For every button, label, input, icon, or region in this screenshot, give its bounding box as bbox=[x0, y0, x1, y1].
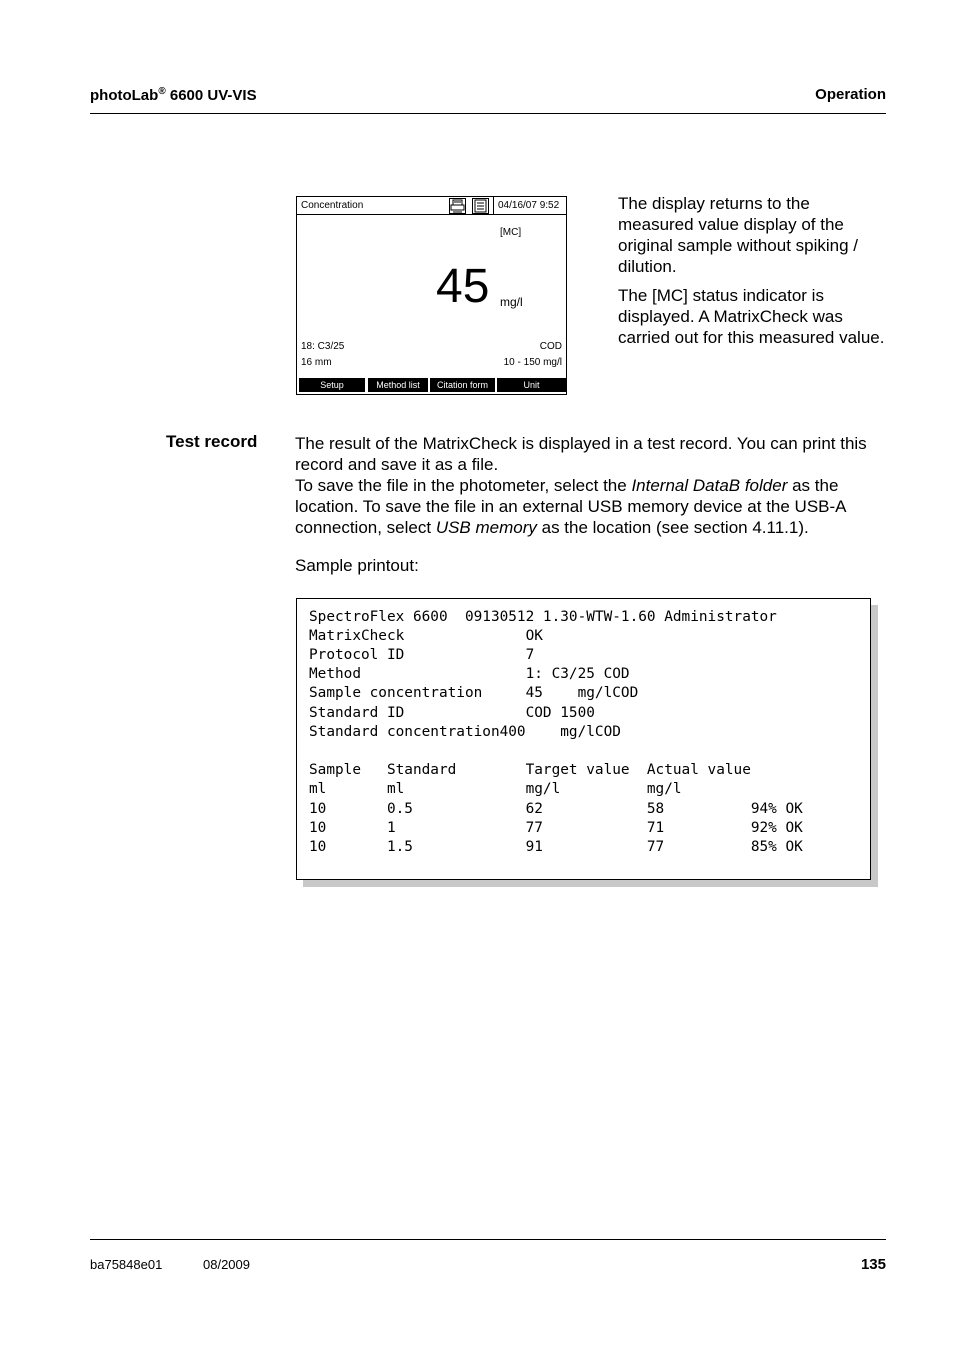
printout-line: ml ml mg/l mg/l bbox=[309, 781, 682, 797]
display-status-bar bbox=[297, 197, 566, 215]
body-text-run: as the location (see section 4.11.1). bbox=[536, 518, 809, 537]
softkey-unit[interactable]: Unit bbox=[497, 378, 566, 392]
printout-line: Standard ID COD 1500 bbox=[309, 705, 595, 721]
cuvette-label: 16 mm bbox=[301, 357, 332, 368]
section-heading: Test record bbox=[166, 432, 258, 451]
side-paragraph-1: The display returns to the measured value display of the original sample without spiking / dilution. bbox=[618, 194, 859, 276]
measured-unit: mg/l bbox=[500, 295, 523, 309]
printout-line: Sample Standard Target value Actual value bbox=[309, 762, 751, 778]
running-header-section: Operation bbox=[815, 86, 886, 103]
printout-line: 10 0.5 62 58 94% OK bbox=[309, 801, 803, 817]
printer-icon bbox=[449, 198, 466, 214]
printout-line: 10 1 77 71 92% OK bbox=[309, 820, 803, 836]
product-model: 6600 UV-VIS bbox=[165, 87, 257, 104]
body-paragraph-2 bbox=[295, 475, 895, 538]
header-divider bbox=[90, 113, 886, 114]
footer-divider bbox=[90, 1239, 886, 1240]
printout-line: Method 1: C3/25 COD bbox=[309, 666, 630, 682]
printout-line: SpectroFlex 6600 09130512 1.30-WTW-1.60 Administrator bbox=[309, 609, 777, 625]
instrument-display bbox=[296, 196, 567, 395]
body-paragraph-1: The result of the MatrixCheck is displayed in a test record. You can print this record and save it as a file. bbox=[295, 434, 867, 474]
display-title: Concentration bbox=[301, 200, 364, 211]
internal-datab-folder-term: Internal DataB folder bbox=[631, 476, 788, 495]
parameter-label: COD bbox=[539, 341, 562, 352]
body-text-run: as the location. To save the file in an external USB memory device at the USB-A connection, select bbox=[295, 476, 846, 537]
softkey-bar bbox=[298, 378, 566, 393]
method-label: 18: C3/25 bbox=[301, 341, 345, 352]
running-header-product bbox=[90, 86, 257, 104]
sample-printout-label: Sample printout: bbox=[295, 556, 419, 575]
softkey-method-list[interactable]: Method list bbox=[368, 378, 428, 392]
sample-printout bbox=[296, 598, 871, 880]
matrixcheck-status-indicator: [MC] bbox=[500, 227, 522, 238]
measured-value: 45 bbox=[436, 260, 490, 313]
printout-line: MatrixCheck OK bbox=[309, 628, 543, 644]
storage-icon bbox=[472, 198, 489, 214]
status-bar-separator bbox=[493, 197, 494, 214]
body-text-run: To save the file in the photometer, select the bbox=[295, 476, 632, 495]
footer-date: 08/2009 bbox=[203, 1257, 250, 1272]
side-paragraph-2: The [MC] status indicator is displayed. A MatrixCheck was carried out for this measured value. bbox=[618, 286, 885, 347]
display-datetime: 04/16/07 9:52 bbox=[498, 200, 560, 211]
page-number: 135 bbox=[860, 1256, 886, 1273]
printout-line: Protocol ID 7 bbox=[309, 647, 535, 663]
printout-line: Standard concentration400 mg/lCOD bbox=[309, 724, 621, 740]
softkey-setup[interactable]: Setup bbox=[299, 378, 365, 392]
range-label: 10 - 150 mg/l bbox=[503, 357, 562, 368]
footer-document-id: ba75848e01 bbox=[90, 1257, 163, 1272]
product-name: photoLab bbox=[90, 87, 159, 104]
printout-line: 10 1.5 91 77 85% OK bbox=[309, 839, 803, 855]
usb-memory-term: USB memory bbox=[435, 518, 537, 537]
softkey-citation-form[interactable]: Citation form bbox=[430, 378, 495, 392]
registered-mark: ® bbox=[158, 86, 166, 97]
printout-line: Sample concentration 45 mg/lCOD bbox=[309, 685, 639, 701]
